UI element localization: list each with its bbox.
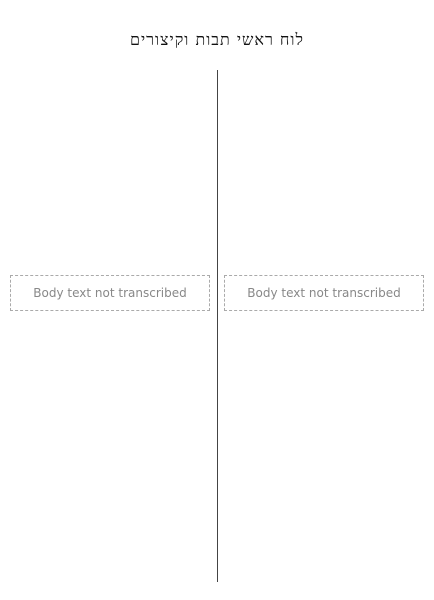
body-placeholder: Body text not transcribed xyxy=(10,275,210,311)
left-column xyxy=(10,70,210,582)
page-title: לוח ראשי תבות וקיצורים xyxy=(130,30,304,49)
body-placeholder: Body text not transcribed xyxy=(224,275,424,311)
right-column xyxy=(224,70,424,582)
column-divider xyxy=(217,70,218,582)
